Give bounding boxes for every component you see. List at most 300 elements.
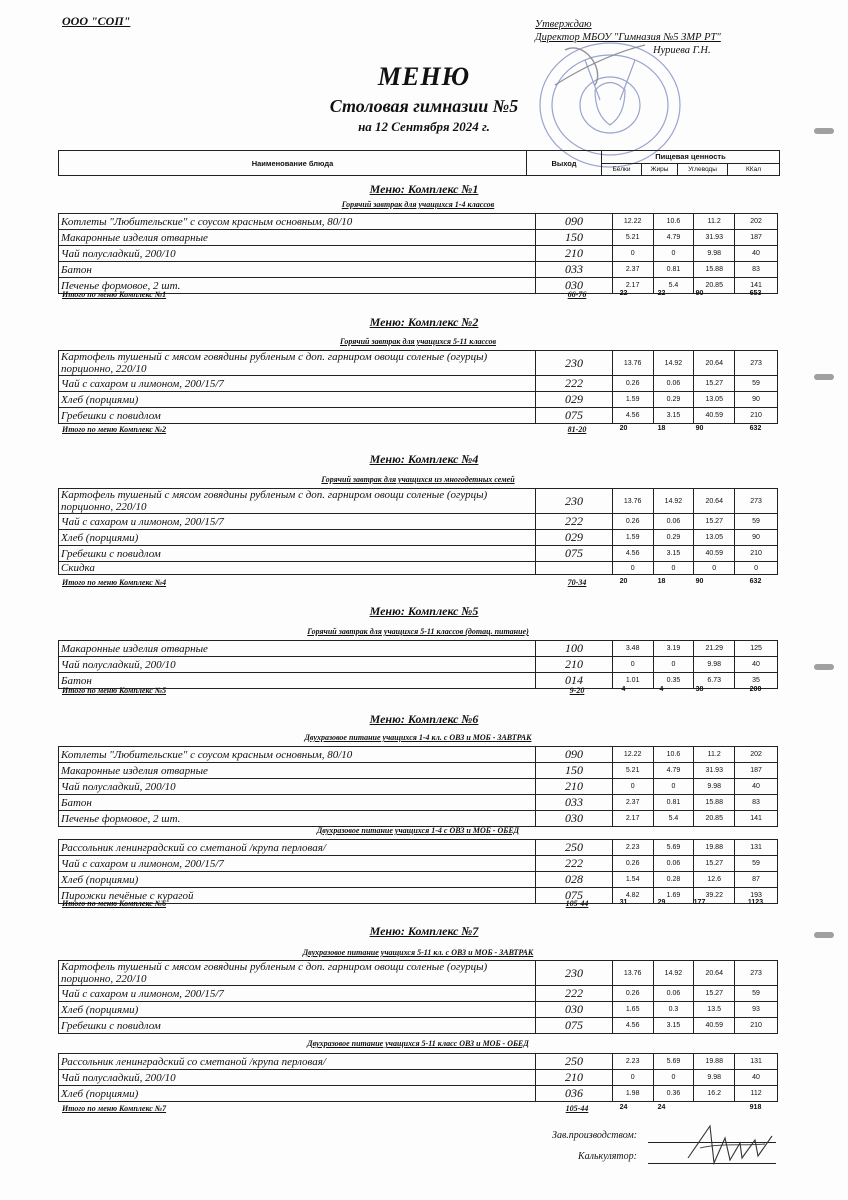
dish-table xyxy=(58,488,778,575)
dish-fats: 3.15 xyxy=(653,408,694,424)
dish-fats: 0 xyxy=(653,246,694,262)
dish-name: Чай с сахаром и лимоном, 200/15/7 xyxy=(59,856,536,872)
scan-edge-mark xyxy=(814,374,834,380)
dish-name: Хлеб (порциями) xyxy=(59,872,536,888)
dish-kcal: 40 xyxy=(735,779,778,795)
dish-table xyxy=(58,839,778,904)
dish-carbs: 9.98 xyxy=(694,246,735,262)
dish-name: Чай с сахаром и лимоном, 200/15/7 xyxy=(59,376,536,392)
document-date: на 12 Сентября 2024 г. xyxy=(358,119,490,134)
group-subtitle: Двухразовое питание учащихся 5-11 класс ОВЗ и МОБ - ОБЕД xyxy=(307,1039,529,1048)
total-label: Итого по меню Комплекс №6 xyxy=(62,899,167,908)
dish-proteins: 1.59 xyxy=(612,392,653,408)
dish-carbs: 13.5 xyxy=(694,1002,735,1018)
dish-kcal: 35 xyxy=(735,673,778,689)
group-subtitle: Двухразовое питание учащихся 5-11 кл. с ОВЗ и МОБ - ЗАВТРАК xyxy=(302,948,534,957)
dish-fats: 0 xyxy=(653,657,694,673)
group-subtitle: Двухразовое питание учащихся 1-4 с ОВЗ и МОБ - ОБЕД xyxy=(316,826,520,835)
dish-carbs: 15.27 xyxy=(694,986,735,1002)
group-subtitle: Двухразовое питание учащихся 1-4 кл. с ОВЗ и МОБ - ЗАВТРАК xyxy=(304,733,532,742)
section-total xyxy=(62,578,778,588)
total-fats: 4 xyxy=(659,686,664,693)
dish-output: 222 xyxy=(536,986,612,1002)
total-proteins: 22 xyxy=(619,290,628,297)
section-title: Меню: Комплекс №5 xyxy=(369,604,479,618)
dish-fats: 0.35 xyxy=(653,673,694,689)
dish-output: 075 xyxy=(536,408,612,424)
table-row xyxy=(59,351,778,376)
dish-proteins: 0 xyxy=(612,657,653,673)
table-row xyxy=(59,856,778,872)
dish-carbs: 15.88 xyxy=(694,262,735,278)
dish-fats: 14.92 xyxy=(653,489,694,514)
dish-carbs: 40.59 xyxy=(694,408,735,424)
dish-kcal: 187 xyxy=(735,763,778,779)
dish-output: 210 xyxy=(536,246,612,262)
dish-output: 036 xyxy=(536,1086,612,1102)
dish-fats: 0.06 xyxy=(653,514,694,530)
organization-name: ООО "СОП" xyxy=(62,14,131,28)
dish-kcal: 273 xyxy=(735,961,778,986)
table-row xyxy=(59,1086,778,1102)
dish-fats: 5.4 xyxy=(653,278,694,294)
dish-output: 230 xyxy=(536,961,612,986)
dish-proteins: 0 xyxy=(612,1070,653,1086)
group-subtitle: Горячий завтрак для учащихся 5-11 классов xyxy=(339,337,497,346)
table-row xyxy=(59,546,778,562)
dish-proteins: 4.56 xyxy=(612,546,653,562)
dish-kcal: 59 xyxy=(735,986,778,1002)
section-total xyxy=(62,899,778,909)
dish-fats: 0 xyxy=(653,779,694,795)
table-row xyxy=(59,961,778,986)
total-kcal: 632 xyxy=(749,578,762,585)
dish-proteins: 12.22 xyxy=(612,747,653,763)
dish-proteins: 0.26 xyxy=(612,376,653,392)
total-output: 9-20 xyxy=(569,686,585,695)
total-label: Итого по меню Комплекс №2 xyxy=(62,425,167,434)
dish-name: Хлеб (порциями) xyxy=(59,392,536,408)
scan-edge-mark xyxy=(814,664,834,670)
dish-table xyxy=(58,960,778,1034)
section-title: Меню: Комплекс №7 xyxy=(369,924,479,938)
table-row xyxy=(59,230,778,246)
dish-proteins: 2.17 xyxy=(612,811,653,827)
group-subtitle: Горячий завтрак для учащихся 5-11 классов (дотац. питание) xyxy=(307,627,529,636)
dish-carbs: 20.64 xyxy=(694,351,735,376)
dish-proteins: 0 xyxy=(612,779,653,795)
dish-proteins: 2.17 xyxy=(612,278,653,294)
scan-edge-mark xyxy=(814,932,834,938)
dish-name: Печенье формовое, 2 шт. xyxy=(59,811,536,827)
dish-output: 100 xyxy=(536,641,612,657)
dish-proteins: 1.98 xyxy=(612,1086,653,1102)
dish-kcal: 131 xyxy=(735,840,778,856)
column-header-proteins: Белки xyxy=(602,164,642,175)
dish-proteins: 13.76 xyxy=(612,351,653,376)
dish-fats: 0 xyxy=(653,562,694,575)
dish-table xyxy=(58,350,778,424)
dish-carbs: 12.6 xyxy=(694,872,735,888)
dish-kcal: 125 xyxy=(735,641,778,657)
table-row xyxy=(59,376,778,392)
section-title: Меню: Комплекс №6 xyxy=(369,712,479,726)
dish-carbs: 39.22 xyxy=(694,888,735,904)
total-fats: 24 xyxy=(657,1104,666,1111)
dish-proteins: 5.21 xyxy=(612,763,653,779)
dish-output: 222 xyxy=(536,514,612,530)
dish-proteins: 2.37 xyxy=(612,795,653,811)
dish-fats: 0.36 xyxy=(653,1086,694,1102)
total-label: Итого по меню Комплекс №4 xyxy=(62,578,167,587)
dish-fats: 5.69 xyxy=(653,840,694,856)
dish-name: Пирожки печёные с курагой xyxy=(59,888,536,904)
dish-fats: 0.3 xyxy=(653,1002,694,1018)
dish-table xyxy=(58,640,778,689)
total-output: 70-34 xyxy=(567,578,587,587)
dish-fats: 5.69 xyxy=(653,1054,694,1070)
total-label: Итого по меню Комплекс №7 xyxy=(62,1104,167,1113)
dish-name: Чай полусладкий, 200/10 xyxy=(59,1070,536,1086)
dish-fats: 3.15 xyxy=(653,1018,694,1034)
table-row xyxy=(59,1054,778,1070)
dish-proteins: 1.65 xyxy=(612,1002,653,1018)
total-fats: 18 xyxy=(657,425,666,432)
dish-carbs: 20.85 xyxy=(694,811,735,827)
dish-output: 014 xyxy=(536,673,612,689)
signature-scribble-icon xyxy=(680,1118,780,1173)
dish-kcal: 90 xyxy=(735,392,778,408)
table-row xyxy=(59,1070,778,1086)
dish-carbs: 20.64 xyxy=(694,961,735,986)
column-header-kcal: ККал xyxy=(746,166,761,173)
dish-kcal: 87 xyxy=(735,872,778,888)
dish-output xyxy=(536,562,612,575)
dish-name: Чай с сахаром и лимоном, 200/15/7 xyxy=(59,986,536,1002)
table-row xyxy=(59,489,778,514)
section-total xyxy=(62,1104,778,1114)
dish-kcal: 0 xyxy=(735,562,778,575)
total-proteins: 24 xyxy=(619,1104,628,1111)
dish-kcal: 202 xyxy=(735,214,778,230)
dish-proteins: 13.76 xyxy=(612,489,653,514)
dish-kcal: 141 xyxy=(735,278,778,294)
total-output: 81-20 xyxy=(567,425,587,434)
total-carbs: 90 xyxy=(695,290,704,297)
dish-output: 210 xyxy=(536,657,612,673)
dish-kcal: 193 xyxy=(735,888,778,904)
table-header xyxy=(58,150,780,176)
calculator-label: Калькулятор: xyxy=(578,1151,637,1162)
dish-name: Чай полусладкий, 200/10 xyxy=(59,246,536,262)
table-row xyxy=(59,408,778,424)
dish-carbs: 15.27 xyxy=(694,514,735,530)
total-kcal: 1123 xyxy=(747,899,764,906)
dish-carbs: 19.88 xyxy=(694,1054,735,1070)
dish-carbs: 6.73 xyxy=(694,673,735,689)
dish-name: Чай полусладкий, 200/10 xyxy=(59,657,536,673)
dish-fats: 5.4 xyxy=(653,811,694,827)
section-total xyxy=(62,686,778,696)
document-title: МЕНЮ xyxy=(377,62,471,91)
total-carbs: 90 xyxy=(695,578,704,585)
dish-name: Картофель тушеный с мясом говядины рубленым с доп. гарниром овощи соленые (огурцы) порционно, 220/10 xyxy=(59,351,536,376)
total-proteins: 4 xyxy=(621,686,626,693)
dish-name: Макаронные изделия отварные xyxy=(59,641,536,657)
table-row xyxy=(59,246,778,262)
dish-output: 230 xyxy=(536,489,612,514)
dish-kcal: 187 xyxy=(735,230,778,246)
dish-fats: 0.06 xyxy=(653,856,694,872)
dish-kcal: 83 xyxy=(735,795,778,811)
dish-name: Гребешки с повидлом xyxy=(59,546,536,562)
dish-name: Хлеб (порциями) xyxy=(59,1002,536,1018)
dish-output: 222 xyxy=(536,856,612,872)
total-proteins: 31 xyxy=(619,899,628,906)
dish-name: Батон xyxy=(59,673,536,689)
dish-kcal: 59 xyxy=(735,376,778,392)
dish-fats: 10.6 xyxy=(653,747,694,763)
dish-fats: 0.29 xyxy=(653,530,694,546)
total-label: Итого по меню Комплекс №5 xyxy=(62,686,167,695)
dish-fats: 0.06 xyxy=(653,376,694,392)
total-kcal: 200 xyxy=(749,686,762,693)
dish-table xyxy=(58,213,778,294)
dish-kcal: 210 xyxy=(735,546,778,562)
dish-fats: 10.6 xyxy=(653,214,694,230)
table-row xyxy=(59,763,778,779)
dish-proteins: 5.21 xyxy=(612,230,653,246)
dish-output: 090 xyxy=(536,214,612,230)
dish-fats: 0.29 xyxy=(653,392,694,408)
dish-name: Котлеты "Любительские" с соусом красным основным, 80/10 xyxy=(59,747,536,763)
table-row xyxy=(59,530,778,546)
dish-proteins: 13.76 xyxy=(612,961,653,986)
dish-fats: 1.69 xyxy=(653,888,694,904)
total-output: 105-44 xyxy=(565,1104,589,1113)
total-fats: 18 xyxy=(657,578,666,585)
dish-output: 150 xyxy=(536,763,612,779)
dish-fats: 4.79 xyxy=(653,763,694,779)
total-carbs: 38 xyxy=(695,686,704,693)
total-label: Итого по меню Комплекс №1 xyxy=(62,290,167,299)
column-header-fats: Жиры xyxy=(642,164,678,175)
dish-carbs: 15.88 xyxy=(694,795,735,811)
dish-name: Батон xyxy=(59,795,536,811)
dish-proteins: 12.22 xyxy=(612,214,653,230)
dish-proteins: 4.56 xyxy=(612,1018,653,1034)
table-row xyxy=(59,747,778,763)
dish-carbs: 15.27 xyxy=(694,856,735,872)
dish-table xyxy=(58,746,778,827)
scan-edge-mark xyxy=(814,128,834,134)
dish-carbs: 15.27 xyxy=(694,376,735,392)
dish-output: 210 xyxy=(536,779,612,795)
dish-name: Картофель тушеный с мясом говядины рубленым с доп. гарниром овощи соленые (огурцы) порционно, 220/10 xyxy=(59,961,536,986)
dish-kcal: 273 xyxy=(735,489,778,514)
total-fats: 29 xyxy=(657,899,666,906)
dish-fats: 3.19 xyxy=(653,641,694,657)
dish-name: Котлеты "Любительские" с соусом красным основным, 80/10 xyxy=(59,214,536,230)
table-row xyxy=(59,392,778,408)
total-output: 105-44 xyxy=(565,899,589,908)
dish-carbs: 13.05 xyxy=(694,392,735,408)
dish-proteins: 0.26 xyxy=(612,856,653,872)
dish-name: Картофель тушеный с мясом говядины рубленым с доп. гарниром овощи соленые (огурцы) порционно, 220/10 xyxy=(59,489,536,514)
dish-kcal: 131 xyxy=(735,1054,778,1070)
dish-kcal: 90 xyxy=(735,530,778,546)
dish-name: Гребешки с повидлом xyxy=(59,1018,536,1034)
dish-name: Печенье формовое, 2 шт. xyxy=(59,278,536,294)
dish-output: 075 xyxy=(536,1018,612,1034)
dish-carbs: 0 xyxy=(694,562,735,575)
dish-output: 030 xyxy=(536,278,612,294)
column-header-carbs: Углеводы xyxy=(678,164,728,175)
dish-kcal: 40 xyxy=(735,657,778,673)
dish-fats: 14.92 xyxy=(653,351,694,376)
dish-fats: 0 xyxy=(653,1070,694,1086)
dish-output: 090 xyxy=(536,747,612,763)
dish-carbs: 20.64 xyxy=(694,489,735,514)
total-proteins: 20 xyxy=(619,425,628,432)
dish-fats: 0.81 xyxy=(653,795,694,811)
document-subtitle: Столовая гимназии №5 xyxy=(329,96,519,116)
table-row xyxy=(59,840,778,856)
dish-fats: 0.81 xyxy=(653,262,694,278)
table-row xyxy=(59,986,778,1002)
table-row xyxy=(59,641,778,657)
dish-output: 150 xyxy=(536,230,612,246)
dish-carbs: 31.93 xyxy=(694,230,735,246)
section-title: Меню: Комплекс №1 xyxy=(369,182,479,196)
dish-output: 250 xyxy=(536,840,612,856)
dish-proteins: 1.59 xyxy=(612,530,653,546)
dish-output: 222 xyxy=(536,376,612,392)
dish-kcal: 141 xyxy=(735,811,778,827)
dish-name: Скидка xyxy=(59,562,536,575)
table-row xyxy=(59,657,778,673)
production-head-label: Зав.производством: xyxy=(552,1130,638,1141)
dish-carbs: 40.59 xyxy=(694,546,735,562)
dish-carbs: 31.93 xyxy=(694,763,735,779)
table-row xyxy=(59,795,778,811)
dish-carbs: 16.2 xyxy=(694,1086,735,1102)
dish-output: 250 xyxy=(536,1054,612,1070)
total-kcal: 918 xyxy=(749,1104,762,1111)
dish-name: Хлеб (порциями) xyxy=(59,1086,536,1102)
table-row xyxy=(59,872,778,888)
dish-proteins: 4.82 xyxy=(612,888,653,904)
dish-name: Хлеб (порциями) xyxy=(59,530,536,546)
dish-fats: 3.15 xyxy=(653,546,694,562)
dish-fats: 0.28 xyxy=(653,872,694,888)
group-subtitle: Горячий завтрак для учащихся из многодетных семей xyxy=(321,475,515,484)
dish-output: 075 xyxy=(536,888,612,904)
column-header-output: Выход xyxy=(527,151,602,175)
total-kcal: 632 xyxy=(749,425,762,432)
table-row xyxy=(59,514,778,530)
table-row xyxy=(59,562,778,575)
table-row xyxy=(59,1002,778,1018)
dish-proteins: 0 xyxy=(612,562,653,575)
group-subtitle: Горячий завтрак для учащихся 1-4 классов xyxy=(341,200,495,209)
dish-fats: 14.92 xyxy=(653,961,694,986)
dish-carbs: 9.98 xyxy=(694,1070,735,1086)
dish-output: 030 xyxy=(536,1002,612,1018)
dish-carbs: 13.05 xyxy=(694,530,735,546)
dish-proteins: 2.23 xyxy=(612,840,653,856)
table-row xyxy=(59,779,778,795)
dish-kcal: 210 xyxy=(735,1018,778,1034)
dish-name: Рассольник ленинградский со сметаной /крупа перловая/ xyxy=(59,840,536,856)
section-total xyxy=(62,290,778,300)
total-carbs: 90 xyxy=(695,425,704,432)
table-row xyxy=(59,262,778,278)
dish-name: Чай с сахаром и лимоном, 200/15/7 xyxy=(59,514,536,530)
dish-output: 210 xyxy=(536,1070,612,1086)
table-row xyxy=(59,214,778,230)
total-fats: 22 xyxy=(657,290,666,297)
dish-output: 033 xyxy=(536,262,612,278)
dish-output: 230 xyxy=(536,351,612,376)
column-header-name: Наименование блюда xyxy=(59,151,527,175)
dish-carbs: 11.2 xyxy=(694,747,735,763)
dish-kcal: 202 xyxy=(735,747,778,763)
dish-carbs: 9.98 xyxy=(694,779,735,795)
dish-kcal: 83 xyxy=(735,262,778,278)
dish-fats: 4.79 xyxy=(653,230,694,246)
dish-proteins: 2.37 xyxy=(612,262,653,278)
dish-carbs: 9.98 xyxy=(694,657,735,673)
dish-proteins: 1.01 xyxy=(612,673,653,689)
dish-table xyxy=(58,1053,778,1102)
dish-proteins: 0 xyxy=(612,246,653,262)
dish-carbs: 11.2 xyxy=(694,214,735,230)
dish-output: 029 xyxy=(536,530,612,546)
approval-position: Директор МБОУ "Гимназия №5 ЗМР РТ" xyxy=(535,32,721,43)
total-kcal: 653 xyxy=(749,290,762,297)
dish-kcal: 93 xyxy=(735,1002,778,1018)
dish-name: Макаронные изделия отварные xyxy=(59,763,536,779)
total-proteins: 20 xyxy=(619,578,628,585)
total-output: 66-76 xyxy=(567,290,587,299)
dish-output: 028 xyxy=(536,872,612,888)
dish-carbs: 19.88 xyxy=(694,840,735,856)
dish-name: Чай полусладкий, 200/10 xyxy=(59,779,536,795)
dish-kcal: 210 xyxy=(735,408,778,424)
column-header-nutrition: Пищевая ценность xyxy=(602,151,779,164)
dish-proteins: 0.26 xyxy=(612,514,653,530)
dish-proteins: 2.23 xyxy=(612,1054,653,1070)
dish-output: 075 xyxy=(536,546,612,562)
approval-name: Нуриева Г.Н. xyxy=(653,45,711,56)
dish-proteins: 4.56 xyxy=(612,408,653,424)
total-carbs: 177 xyxy=(693,899,706,906)
dish-output: 033 xyxy=(536,795,612,811)
dish-kcal: 59 xyxy=(735,514,778,530)
dish-proteins: 0.26 xyxy=(612,986,653,1002)
approval-line: Утверждаю xyxy=(535,19,592,30)
dish-kcal: 40 xyxy=(735,246,778,262)
dish-output: 029 xyxy=(536,392,612,408)
dish-carbs: 40.59 xyxy=(694,1018,735,1034)
section-title: Меню: Комплекс №4 xyxy=(369,452,479,466)
dish-kcal: 112 xyxy=(735,1086,778,1102)
dish-carbs: 20.85 xyxy=(694,278,735,294)
dish-name: Гребешки с повидлом xyxy=(59,408,536,424)
dish-name: Макаронные изделия отварные xyxy=(59,230,536,246)
dish-name: Рассольник ленинградский со сметаной /крупа перловая/ xyxy=(59,1054,536,1070)
